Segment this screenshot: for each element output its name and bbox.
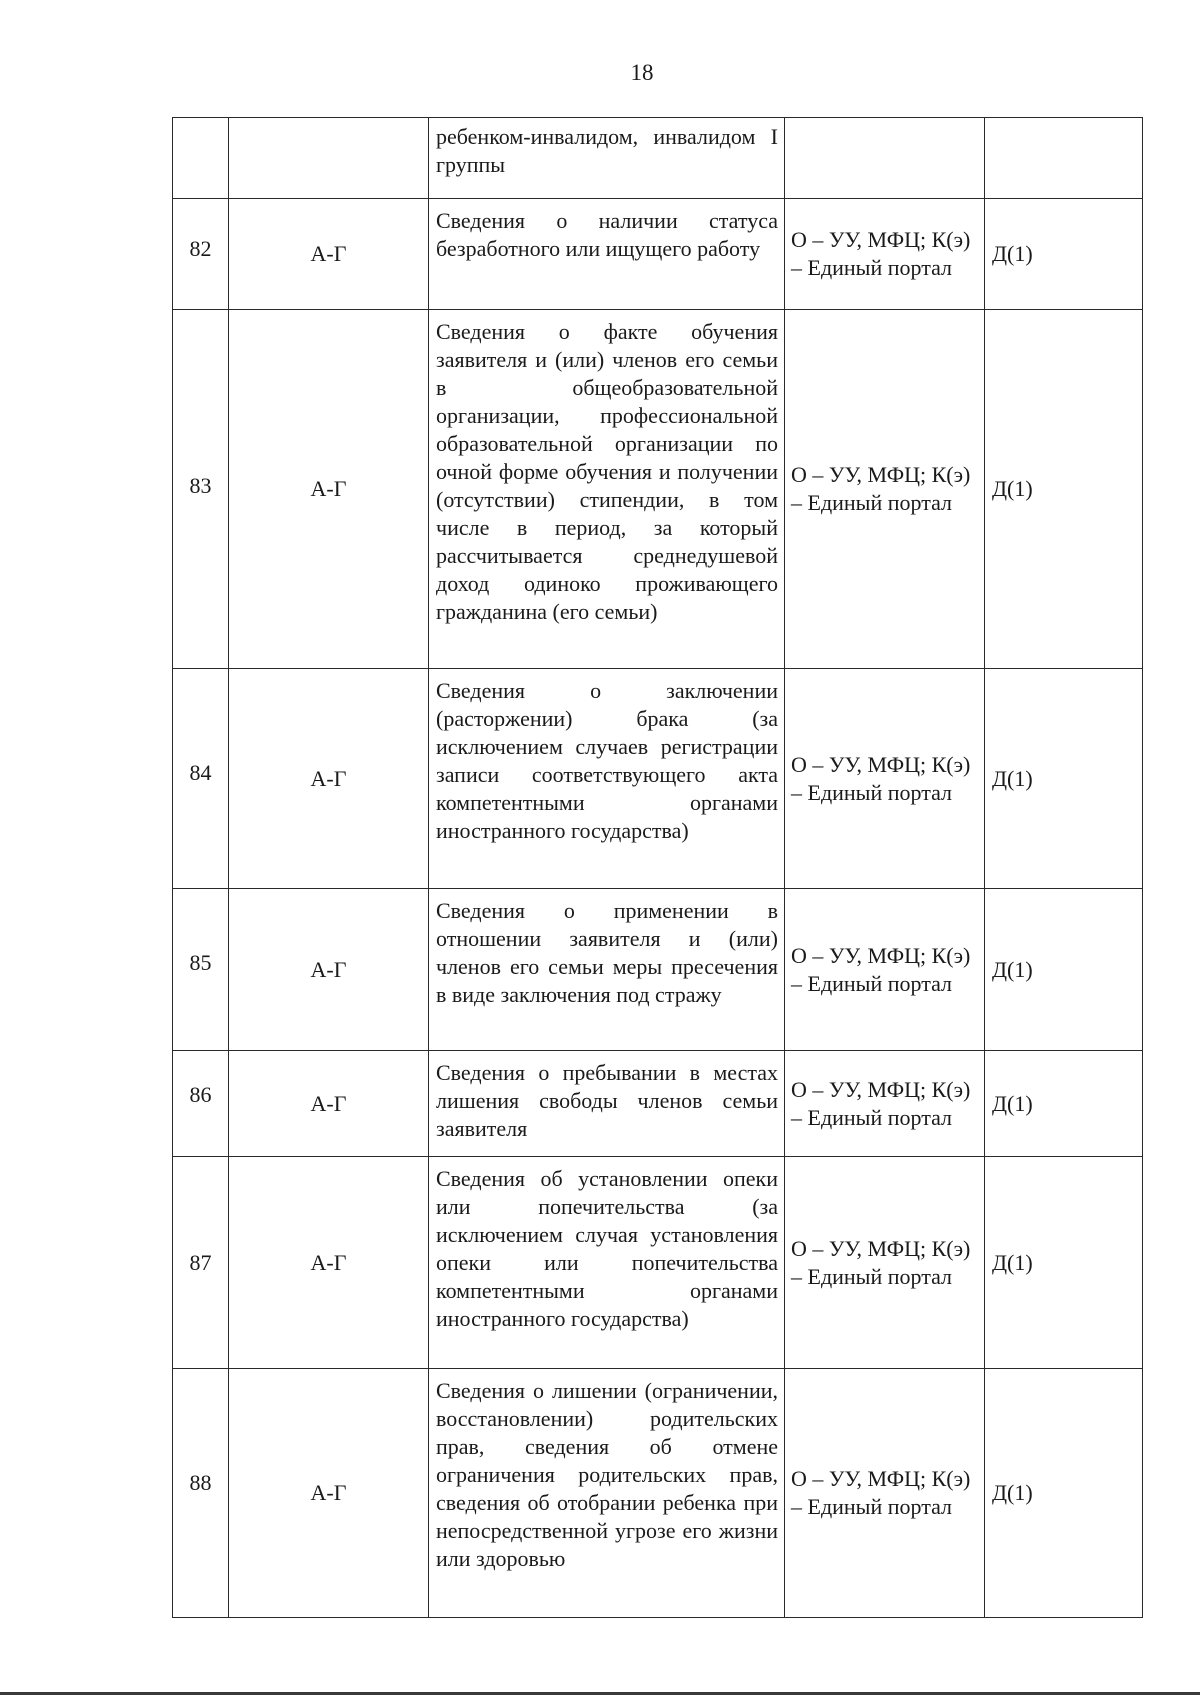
category-cell (229, 118, 429, 199)
document-text: Сведения об установлении опеки или попечительства (за исключением случая установления опеки или попечительства компетентными органами иностранного государства) (436, 1166, 778, 1331)
row-number: 86 (173, 1051, 229, 1157)
document-cell (429, 889, 785, 1051)
documents-table (172, 117, 1143, 1618)
category-cell: А-Г (229, 1369, 429, 1618)
type-cell (985, 118, 1143, 199)
document-text: Сведения о факте обучения заявителя и (или) членов его семьи в общеобразовательной организации, профессиональной образовательной организации по очной форме обучения и получении (отсутствии) стипендии, в том числе в период, за который рассчитывается среднедушевой доход одиноко проживающего гражданина (его семьи) (436, 319, 778, 624)
row-number: 82 (173, 199, 229, 310)
method-cell (785, 118, 985, 199)
document-text: ребенком-инвалидом, инвалидом I группы (436, 124, 778, 177)
type-cell: Д(1) (985, 1369, 1143, 1618)
category-cell: А-Г (229, 1157, 429, 1369)
type-cell: Д(1) (985, 1157, 1143, 1369)
row-number: 88 (173, 1369, 229, 1618)
table-row (173, 1157, 1143, 1369)
table-row (173, 889, 1143, 1051)
document-text: Сведения о пребывании в местах лишения свободы членов семьи заявителя (436, 1060, 778, 1141)
table-row (173, 1369, 1143, 1618)
category-cell: А-Г (229, 1051, 429, 1157)
document-cell (429, 199, 785, 310)
page-bottom-border (0, 1692, 1200, 1695)
row-number: 83 (173, 310, 229, 669)
document-cell (429, 1051, 785, 1157)
method-cell: О – УУ, МФЦ; К(э) – Единый портал (785, 310, 985, 669)
document-text: Сведения о наличии статуса безработного или ищущего работу (436, 208, 778, 261)
table-row (173, 310, 1143, 669)
category-cell: А-Г (229, 669, 429, 889)
table-row (173, 669, 1143, 889)
row-number: 84 (173, 669, 229, 889)
table-row (173, 1051, 1143, 1157)
type-cell: Д(1) (985, 199, 1143, 310)
document-cell (429, 669, 785, 889)
document-text: Сведения о лишении (ограничении, восстановлении) родительских прав, сведения об отмене ограничения родительских прав, сведения об отобрании ребенка при непосредственной угрозе его жизни или здоровью (436, 1378, 778, 1571)
document-cell (429, 1157, 785, 1369)
document-cell (429, 310, 785, 669)
method-cell: О – УУ, МФЦ; К(э) – Единый портал (785, 199, 985, 310)
method-cell: О – УУ, МФЦ; К(э) – Единый портал (785, 669, 985, 889)
type-cell: Д(1) (985, 669, 1143, 889)
method-cell: О – УУ, МФЦ; К(э) – Единый портал (785, 1051, 985, 1157)
table-row (173, 199, 1143, 310)
type-cell: Д(1) (985, 889, 1143, 1051)
document-text: Сведения о применении в отношении заявителя и (или) членов его семьи меры пресечения в виде заключения под стражу (436, 898, 778, 1007)
category-cell: А-Г (229, 310, 429, 669)
category-cell: А-Г (229, 199, 429, 310)
method-cell: О – УУ, МФЦ; К(э) – Единый портал (785, 1369, 985, 1618)
document-text: Сведения о заключении (расторжении) брака (за исключением случаев регистрации записи соответствующего акта компетентными органами иностранного государства) (436, 678, 778, 843)
document-cell (429, 1369, 785, 1618)
method-cell: О – УУ, МФЦ; К(э) – Единый портал (785, 889, 985, 1051)
row-number: 87 (173, 1157, 229, 1369)
category-cell: А-Г (229, 889, 429, 1051)
method-cell: О – УУ, МФЦ; К(э) – Единый портал (785, 1157, 985, 1369)
table-row (173, 118, 1143, 199)
document-cell (429, 118, 785, 199)
type-cell: Д(1) (985, 1051, 1143, 1157)
row-number (173, 118, 229, 199)
type-cell: Д(1) (985, 310, 1143, 669)
row-number: 85 (173, 889, 229, 1051)
page-number: 18 (630, 60, 654, 85)
